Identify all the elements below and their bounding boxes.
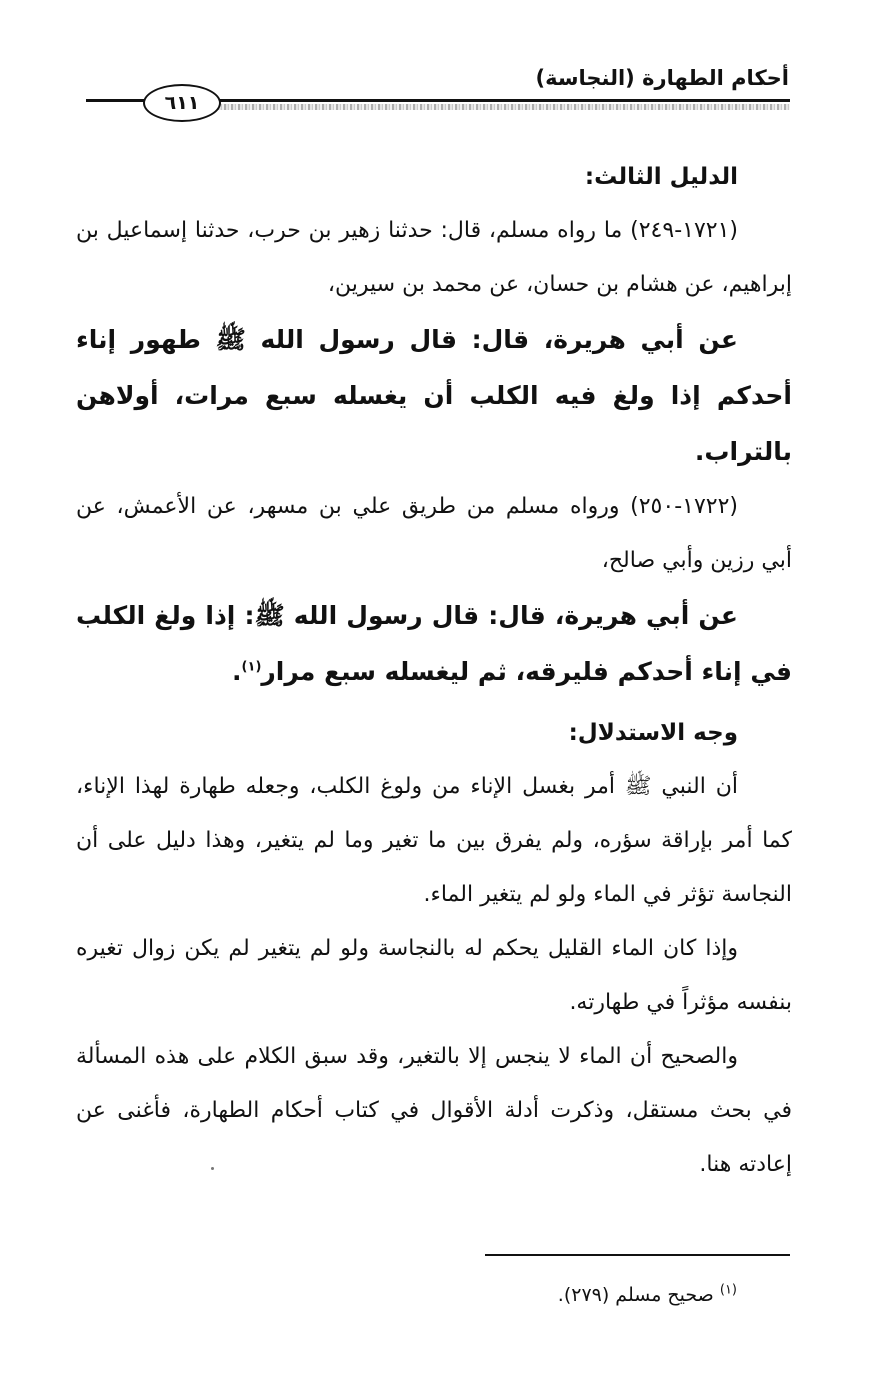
paragraph-correct-view: والصحيح أن الماء لا ينجس إلا بالتغير، وقد سبق الكلام على هذه المسألة في بحث مستقل، وذكرت أدلة الأقوال في كتاب أحكام الطهارة، فأغنى عن إعادته هنا. bbox=[76, 1044, 792, 1177]
heading-inference: وجه الاستدلال: bbox=[568, 720, 738, 746]
footnote-ref-1: (١) bbox=[241, 659, 262, 675]
narration-chain-2: (١٧٢٢-٢٥٠) ورواه مسلم من طريق علي بن مسهر، عن الأعمش، عن أبي رزين وأبي صالح، bbox=[76, 494, 792, 573]
speck bbox=[211, 1167, 214, 1170]
page-number-badge: ٦١١ bbox=[143, 84, 221, 122]
hadith-text-2-body: عن أبي هريرة، قال: قال رسول الله ﷺ: إذا ولغ الكلب في إناء أحدكم فليرقه، ثم ليغسله سبع مرار bbox=[76, 601, 792, 686]
footnote-rule bbox=[485, 1254, 790, 1256]
main-text bbox=[76, 150, 792, 1192]
running-header-title: أحكام الطهارة (النجاسة) bbox=[535, 66, 789, 90]
footnote-1-text: صحيح مسلم (٢٧٩). bbox=[557, 1284, 720, 1306]
hadith-text-2-end: . bbox=[232, 657, 242, 686]
paragraph-small-water: وإذا كان الماء القليل يحكم له بالنجاسة ولو لم يتغير لم يكن زوال تغيره بنفسه مؤثراً في طهارته. bbox=[76, 936, 792, 1015]
hadith-text-2 bbox=[76, 588, 792, 700]
heading-third-evidence: الدليل الثالث: bbox=[584, 164, 738, 190]
narration-chain-1: (١٧٢١-٢٤٩) ما رواه مسلم، قال: حدثنا زهير بن حرب، حدثنا إسماعيل بن إبراهيم، عن هشام بن حسان، عن محمد بن سيرين، bbox=[76, 218, 792, 297]
header-rule-texture bbox=[210, 104, 790, 110]
hadith-text-1: عن أبي هريرة، قال: قال رسول الله ﷺ طهور إناء أحدكم إذا ولغ فيه الكلب أن يغسله سبع مرات، أولاهن بالتراب. bbox=[76, 325, 792, 466]
paragraph-inference: أن النبي ﷺ أمر بغسل الإناء من ولوغ الكلب، وجعله طهارة لهذا الإناء، كما أمر بإراقة سؤره، ولم يفرق بين ما تغير وما لم يتغير، وهذا دليل على أن النجاسة تؤثر في الماء ولو لم يتغير الماء. bbox=[76, 774, 792, 907]
footnote-1 bbox=[558, 1284, 737, 1306]
footnote-1-marker: (١) bbox=[719, 1282, 737, 1298]
